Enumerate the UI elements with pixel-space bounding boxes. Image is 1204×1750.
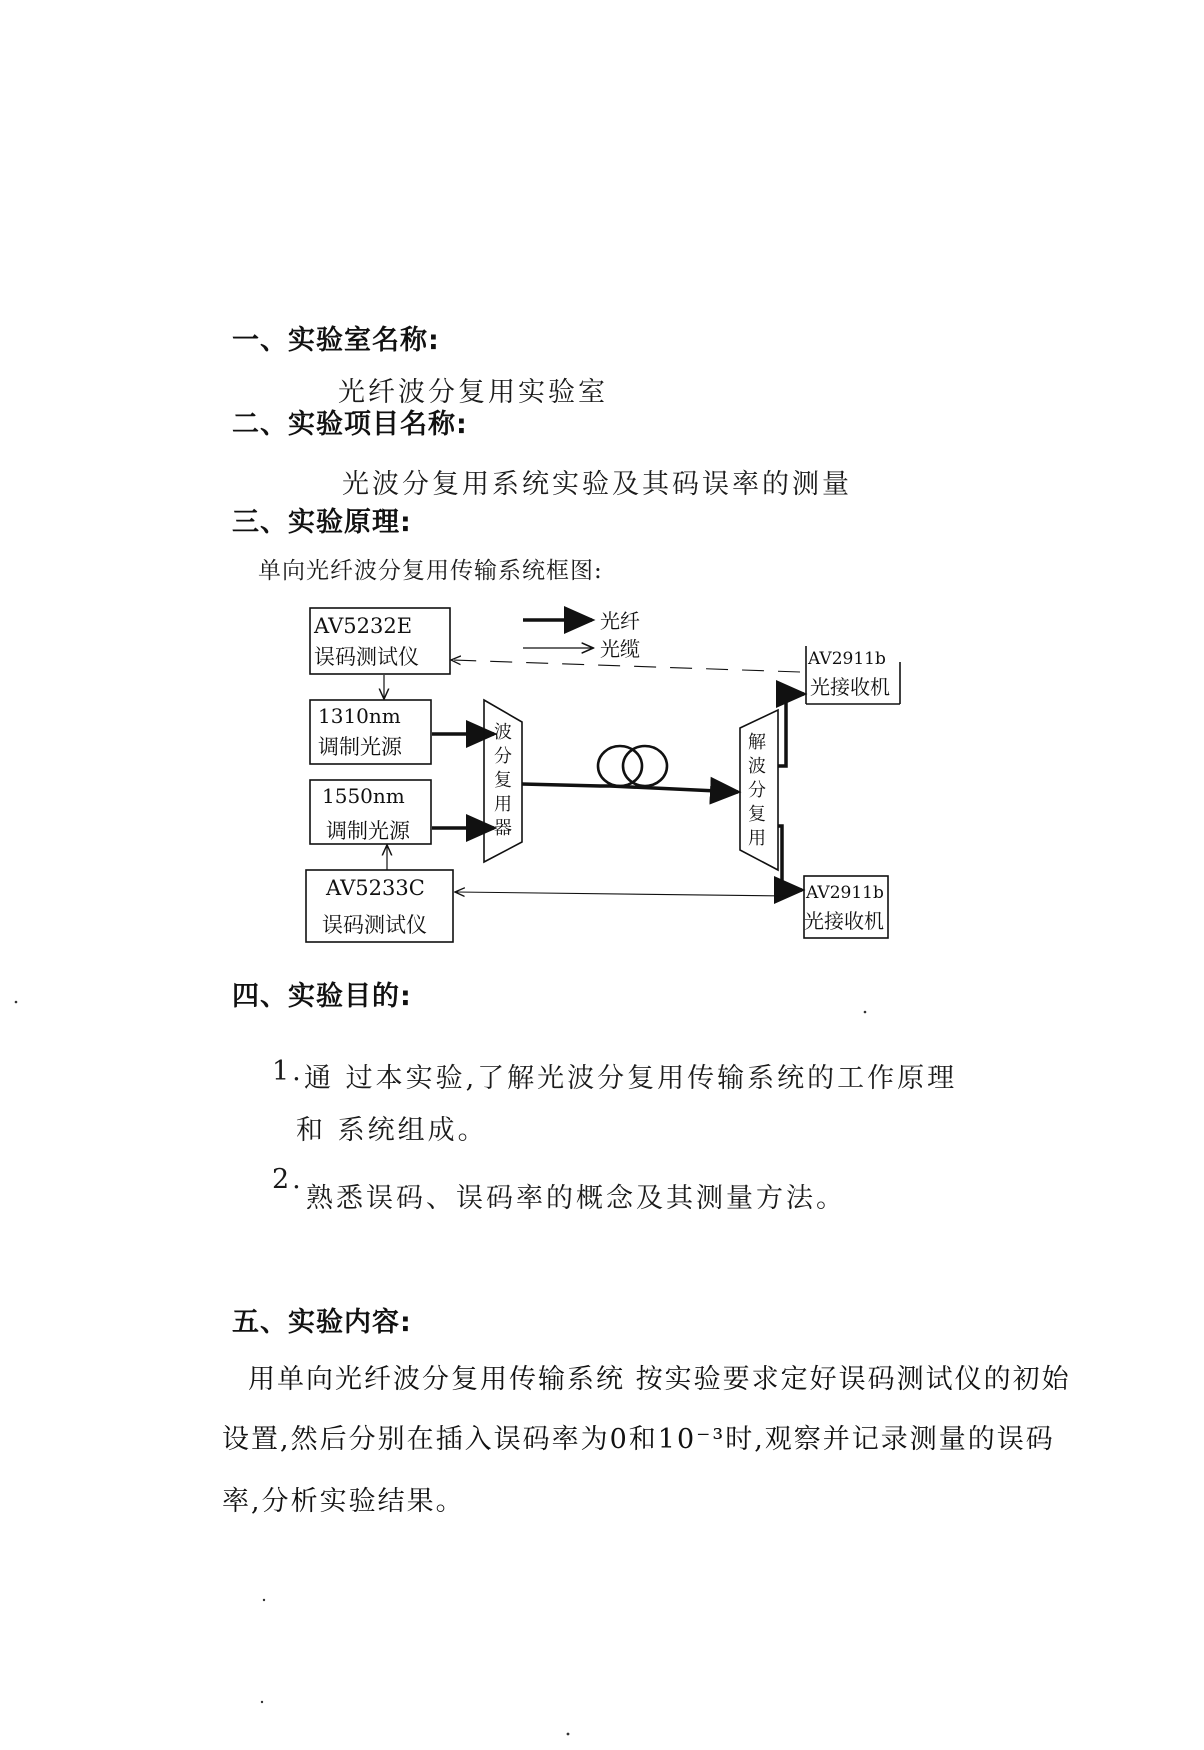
section-4-heading: 四、实验目的: (232, 981, 412, 1012)
bert-bottom-model: AV5233C (326, 876, 425, 900)
demux-label-char-2: 分 (748, 780, 766, 801)
content-line-1: 用单向光纤波分复用传输系统 按实验要求定好误码测试仪的初始 (248, 1364, 1071, 1395)
bert-top-box (310, 608, 450, 674)
legend-cable-label: 光缆 (600, 637, 640, 661)
fiber-demux-to-rx-top (778, 694, 804, 766)
demux-label-char-4: 用 (748, 828, 766, 849)
diagram-caption: 单向光纤波分复用传输系统框图: (258, 558, 603, 584)
bert-bottom-box (306, 870, 453, 942)
project-name: 光波分复用系统实验及其码误率的测量 (342, 469, 852, 500)
section-1-heading: 一、实验室名称: (232, 325, 440, 356)
receiver-top-box (806, 646, 900, 704)
legend-fiber-label: 光纤 (600, 609, 640, 633)
mux-label-char-4: 器 (494, 818, 512, 839)
mux-label-char-3: 用 (494, 794, 512, 815)
content-line-3: 率,分析实验结果。 (222, 1486, 465, 1517)
lab-name: 光纤波分复用实验室 (338, 377, 608, 408)
content-line-2: 设置,然后分别在插入误码率为0和10⁻³时,观察并记录测量的误码 (222, 1424, 1055, 1455)
fiber-link (522, 746, 738, 792)
wdm-demux (740, 710, 778, 870)
source1-wavelength: 1310nm (318, 704, 401, 728)
bert-bottom-name: 误码测试仪 (322, 913, 427, 937)
purpose-item-2-line1: 熟悉误码、误码率的概念及其测量方法。 (306, 1183, 846, 1214)
source-1550-box (310, 780, 431, 844)
mux-label-char-0: 波 (494, 722, 512, 743)
source2-wavelength: 1550nm (322, 784, 405, 808)
purpose-item-2-num: 2. (272, 1164, 304, 1195)
cable-rx-bottom-to-bert-bottom (456, 892, 790, 896)
legend (523, 609, 640, 661)
rx-bottom-name: 光接收机 (804, 909, 884, 933)
cable-rx-top-to-bert-top (452, 660, 800, 672)
fiber-coil-left (598, 746, 642, 786)
demux-label-char-1: 波 (748, 756, 766, 777)
bert-top-model: AV5232E (314, 614, 413, 638)
rx-bottom-model: AV2911b (806, 883, 884, 903)
source2-name: 调制光源 (326, 819, 410, 843)
purpose-item-1-line1: 通 过本实验,了解光波分复用传输系统的工作原理 (304, 1063, 958, 1094)
section-2-heading: 二、实验项目名称: (232, 409, 468, 440)
wdm-mux (484, 700, 522, 862)
rx-top-name: 光接收机 (810, 675, 890, 699)
bert-top-name: 误码测试仪 (314, 645, 419, 669)
fiber-coil-right (623, 746, 667, 786)
mux-label-char-1: 分 (494, 746, 512, 767)
fiber-demux-to-rx-bottom (778, 826, 802, 890)
demux-label-char-3: 复 (748, 804, 766, 825)
rx-top-model: AV2911b (808, 649, 886, 669)
demux-label-char-0: 解 (748, 732, 766, 753)
receiver-bottom-box (804, 876, 888, 938)
purpose-item-1-num: 1. (272, 1056, 304, 1087)
section-3-heading: 三、实验原理: (232, 507, 412, 538)
section-5-heading: 五、实验内容: (232, 1307, 412, 1338)
purpose-item-1-line2: 和 系统组成。 (296, 1115, 488, 1146)
mux-label-char-2: 复 (494, 770, 512, 791)
source1-name: 调制光源 (318, 735, 402, 759)
source-1310-box (310, 700, 431, 764)
